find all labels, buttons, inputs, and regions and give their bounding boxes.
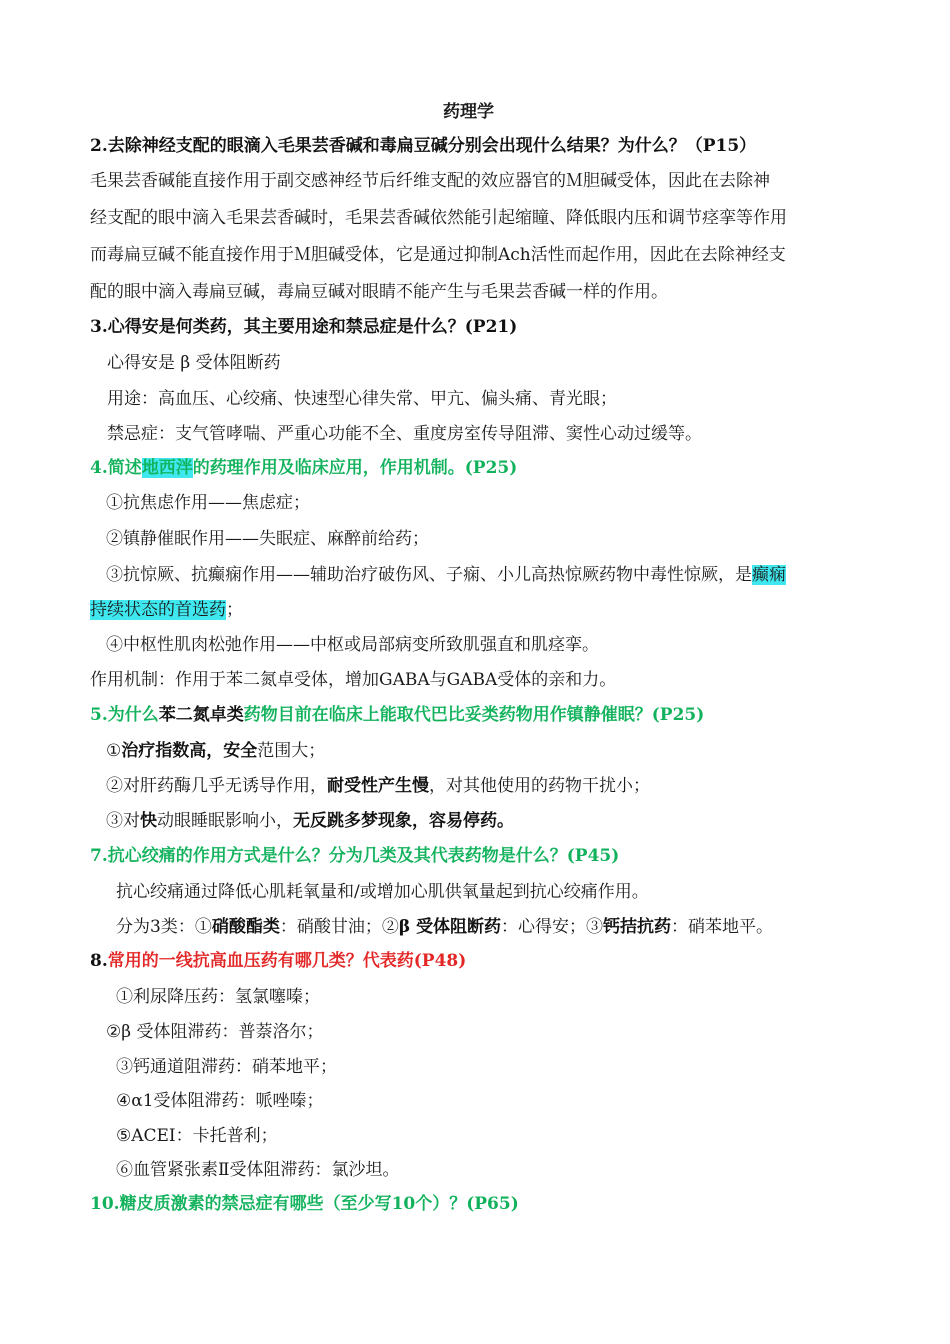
question-7: 7.抗心绞痛的作用方式是什么？分为几类及其代表药物是什么？(P45) <box>90 846 620 866</box>
answer-5-item-1-rest: 范围大； <box>257 741 326 761</box>
question-4 <box>90 455 517 481</box>
answer-5-item-1-num: ① <box>106 741 122 761</box>
answer-7-beta-blockers: β 受体阻断药 <box>398 917 502 937</box>
question-5-suffix: 药物目前在临床上能取代巴比妥类药物用作镇静催眠？(P25) <box>243 705 705 725</box>
question-4-highlight: 地西泮 <box>141 458 193 478</box>
answer-5-item-1 <box>106 738 325 764</box>
answer-5-item-2-bold: 耐受性产生慢 <box>327 776 429 796</box>
answer-5-item-1-comma: ， <box>206 741 224 761</box>
question-4-suffix: 的药理作用及临床应用，作用机制。(P25) <box>192 458 518 478</box>
answer-3-contraindications: 禁忌症：支气管哮喘、严重心功能不全、重度房室传导阻滞、窦性心动过缓等。 <box>107 424 702 444</box>
answer-4-mechanism: 作用机制：作用于苯二氮卓受体，增加GABA与GABA受体的亲和力。 <box>90 670 617 690</box>
answer-4-item-2: ②镇静催眠作用——失眠症、麻醉前给药； <box>106 529 429 549</box>
answer-5-item-2-start: ②对肝药酶几乎无诱导作用， <box>106 776 327 796</box>
question-4-prefix: 4.简述 <box>90 458 142 478</box>
answer-7-nitrates: 硝酸酯类 <box>211 917 280 937</box>
question-5 <box>90 702 704 728</box>
answer-4-item-3-end: ； <box>226 600 243 620</box>
answer-5-item-3 <box>106 808 514 834</box>
answer-4-item-3 <box>106 562 786 588</box>
answer-2-line-4: 配的眼中滴入毒扁豆碱，毒扁豆碱对眼睛不能产生与毛果芸香碱一样的作用。 <box>90 282 668 302</box>
question-3: 3.心得安是何类药，其主要用途和禁忌症是什么？(P21) <box>90 317 518 337</box>
question-8 <box>90 948 466 974</box>
answer-3-uses: 用途：高血压、心绞痛、快速型心律失常、甲亢、偏头痛、青光眼； <box>107 389 617 409</box>
answer-4-item-3-highlight-2: 持续状态的首选药 <box>90 600 226 620</box>
answer-2-line-2: 经支配的眼中滴入毛果芸香碱时，毛果芸香碱依然能引起缩瞳、降低眼内压和调节痉挛等作用 <box>90 208 787 228</box>
question-5-prefix: 5.为什么 <box>90 705 159 725</box>
answer-4-item-4: ④中枢性肌肉松弛作用——中枢或局部病变所致肌强直和肌痉挛。 <box>106 635 599 655</box>
question-8-text: 常用的一线抗高血压药有哪几类？代表药(P48) <box>107 951 467 971</box>
answer-3-class: 心得安是 β 受体阻断药 <box>107 353 281 373</box>
answer-5-item-3-bold-b: 无反跳多梦现象，容易停药。 <box>293 811 514 831</box>
question-8-number: 8. <box>90 951 108 971</box>
answer-5-item-1-bold-a: 治疗指数高 <box>121 741 207 761</box>
answer-5-item-3-bold-a: 快 <box>140 811 157 831</box>
answer-8-item-4: ④α1受体阻滞药：哌唑嗪； <box>116 1091 324 1111</box>
answer-8-item-1: ①利尿降压药：氢氯噻嗪； <box>116 987 320 1007</box>
answer-8-item-2: ②β 受体阻滞药：普萘洛尔； <box>106 1022 324 1042</box>
answer-5-item-2-rest: ，对其他使用的药物干扰小； <box>429 776 650 796</box>
answer-7-calcium-antagonists: 钙拮抗药 <box>603 917 672 937</box>
question-5-bold: 苯二氮卓类 <box>158 705 244 725</box>
answer-7-line-1: 抗心绞痛通过降低心肌耗氧量和/或增加心肌供氧量起到抗心绞痛作用。 <box>116 882 649 902</box>
question-2: 2.去除神经支配的眼滴入毛果芸香碱和毒扁豆碱分别会出现什么结果？为什么？（P15） <box>90 136 757 156</box>
answer-7-seg-a: 分为3类：① <box>116 917 212 937</box>
answer-8-item-5: ⑤ACEI：卡托普利； <box>116 1126 278 1146</box>
answer-7-seg-c: ：硝酸甘油；② <box>279 917 399 937</box>
answer-2-line-1: 毛果芸香碱能直接作用于副交感神经节后纤维支配的效应器官的Ｍ胆碱受体，因此在去除神 <box>90 171 770 191</box>
answer-5-item-3-mid: 动眼睡眠影响小， <box>157 811 293 831</box>
answer-7-seg-e: ：心得安；③ <box>501 917 604 937</box>
answer-8-item-6: ⑥血管紧张素Ⅱ受体阻滞药：氯沙坦。 <box>116 1160 400 1180</box>
answer-5-item-1-bold-b: 安全 <box>223 741 258 761</box>
answer-5-item-3-start: ③对 <box>106 811 140 831</box>
answer-4-item-3-cont <box>90 597 243 623</box>
answer-4-item-3-text: ③抗惊厥、抗癫痫作用——辅助治疗破伤风、子痫、小儿高热惊厥药物中毒性惊厥，是 <box>106 565 752 585</box>
answer-7-seg-g: ：硝苯地平。 <box>671 917 774 937</box>
answer-7-line-2 <box>116 914 773 940</box>
page-title: 药理学 <box>443 102 494 122</box>
answer-5-item-2 <box>106 773 650 799</box>
answer-4-item-1: ①抗焦虑作用——焦虑症； <box>106 493 310 513</box>
answer-2-line-3: 而毒扁豆碱不能直接作用于Ｍ胆碱受体，它是通过抑制Ach活性而起作用，因此在去除神经支 <box>90 245 786 265</box>
answer-8-item-3: ③钙通道阻滞药：硝苯地平； <box>116 1057 337 1077</box>
answer-4-item-3-highlight-1: 癫痫 <box>752 565 786 585</box>
question-10: 10.糖皮质激素的禁忌症有哪些（至少写10个）？(P65) <box>90 1194 519 1214</box>
